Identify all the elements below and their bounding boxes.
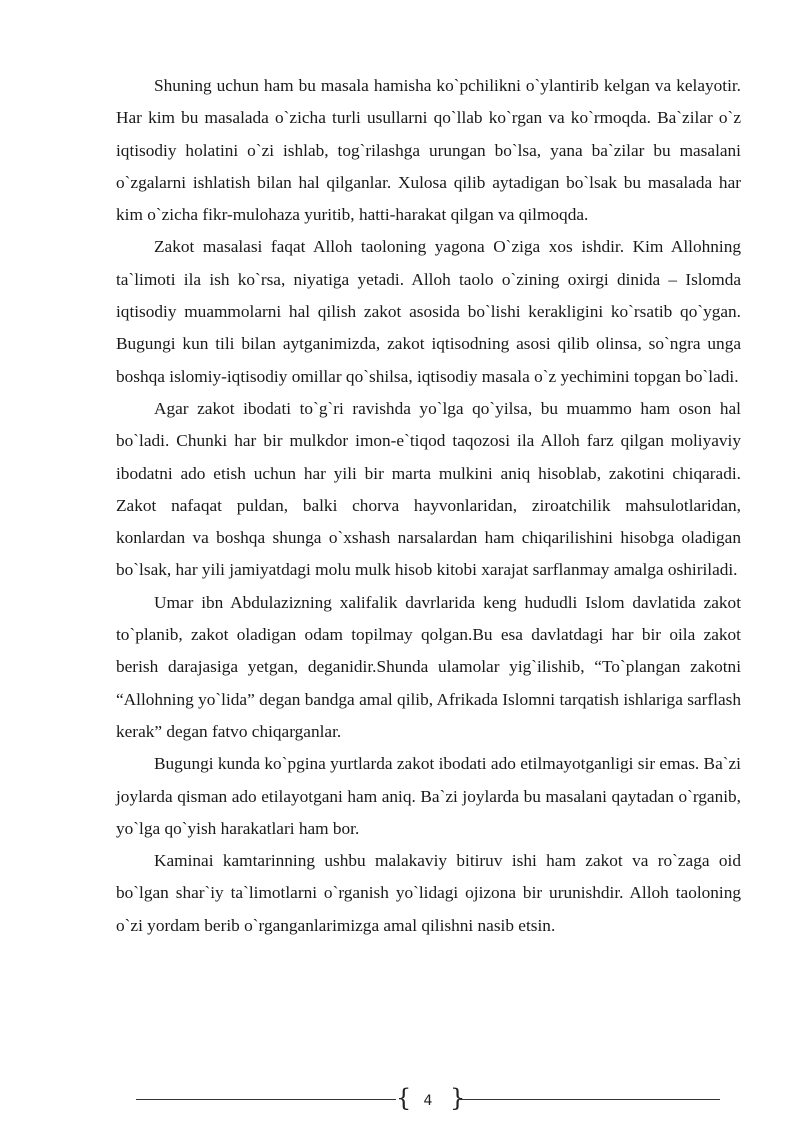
paragraph: Shuning uchun ham bu masala hamisha ko`pchilikni o`ylantirib kelgan va kelayotir. Har kim bu masalada o`zicha turli usullarni qo`llab ko`rgan va ko`rmoqda. Ba`zilar o`z iqtisodiy holatini o`zi ishlab, tog`rilashga urungan bo`lsa, yana ba`zilar bu masalani o`zgalarni ishlatish bilan hal qilganlar. Xulosa qilib aytadigan bo`lsak bu masalada har kim o`zicha fikr-mulohaza yuritib, hatti-harakat qilgan va qilmoqda. xyxy=(116,76,741,225)
paragraph: Agar zakot ibodati to`g`ri ravishda yo`lga qo`yilsa, bu muammo ham oson hal bo`ladi. Chunki har bir mulkdor imon-e`tiqod taqozosi ila Alloh farz qilgan moliyaviy ibodatni ado etish uchun har yili bir marta mulkini aniq hisoblab, zakotini chiqaradi. Zakot nafaqat puldan, balki chorva hayvonlaridan, ziroatchilik mahsulotlaridan, konlardan va boshqa shunga o`xshash narsalardan ham chiqarilishini hisobga oladigan bo`lsak, har yili jamiyatdagi molu mulk hisob kitobi xarajat sarflanmay amalga oshiriladi. xyxy=(116,398,741,580)
footer-rule-left xyxy=(136,1099,396,1100)
page-footer xyxy=(136,1085,720,1115)
document-body xyxy=(116,70,741,942)
left-brace-ornament: { xyxy=(396,1084,412,1112)
right-brace-ornament: } xyxy=(450,1084,466,1112)
footer-rule-right xyxy=(458,1099,720,1100)
paragraph: Kaminai kamtarinning ushbu malakaviy bitiruv ishi ham zakot va ro`zaga oid bo`lgan shar`iy ta`limotlarni o`rganish yo`lidagi ojizona bir urunishdir. Alloh taoloning o`zi yordam berib o`rganganlarimizga amal qilishni nasib etsin. xyxy=(116,851,741,935)
page-number: 4 xyxy=(423,1093,433,1109)
paragraph: Bugungi kunda ko`pgina yurtlarda zakot ibodati ado etilmayotganligi sir emas. Ba`zi joylarda qisman ado etilayotgani ham aniq. Ba`zi joylarda bu masalani qaytadan o`rganib, yo`lga qo`yish harakatlari ham bor. xyxy=(116,754,741,838)
paragraph: Zakot masalasi faqat Alloh taoloning yagona O`ziga xos ishdir. Kim Allohning ta`limoti ila ish ko`rsa, niyatiga yetadi. Alloh taolo o`zining oxirgi dinida – Islomda iqtisodiy muammolarni hal qilish zakot asosida bo`lishi kerakligini ko`rsatib qo`ygan. Bugungi kun tili bilan aytganimizda, zakot iqtisodning asosi qilib olinsa, so`ngra unga boshqa islomiy-iqtisodiy omillar qo`shilsa, iqtisodiy masala o`z yechimini topgan bo`ladi. xyxy=(116,237,741,386)
paragraph: Umar ibn Abdulazizning xalifalik davrlarida keng hududli Islom davlatida zakot to`planib, zakot oladigan odam topilmay qolgan.Bu esa davlatdagi har bir oila zakot berish darajasiga yetgan, deganidir.Shunda ulamolar yig`ilishib, “To`plangan zakotni “Allohning yo`lida” degan bandga amal qilib, Afrikada Islomni tarqatish ishlariga sarflash kerak” degan fatvo chiqarganlar. xyxy=(116,592,741,741)
